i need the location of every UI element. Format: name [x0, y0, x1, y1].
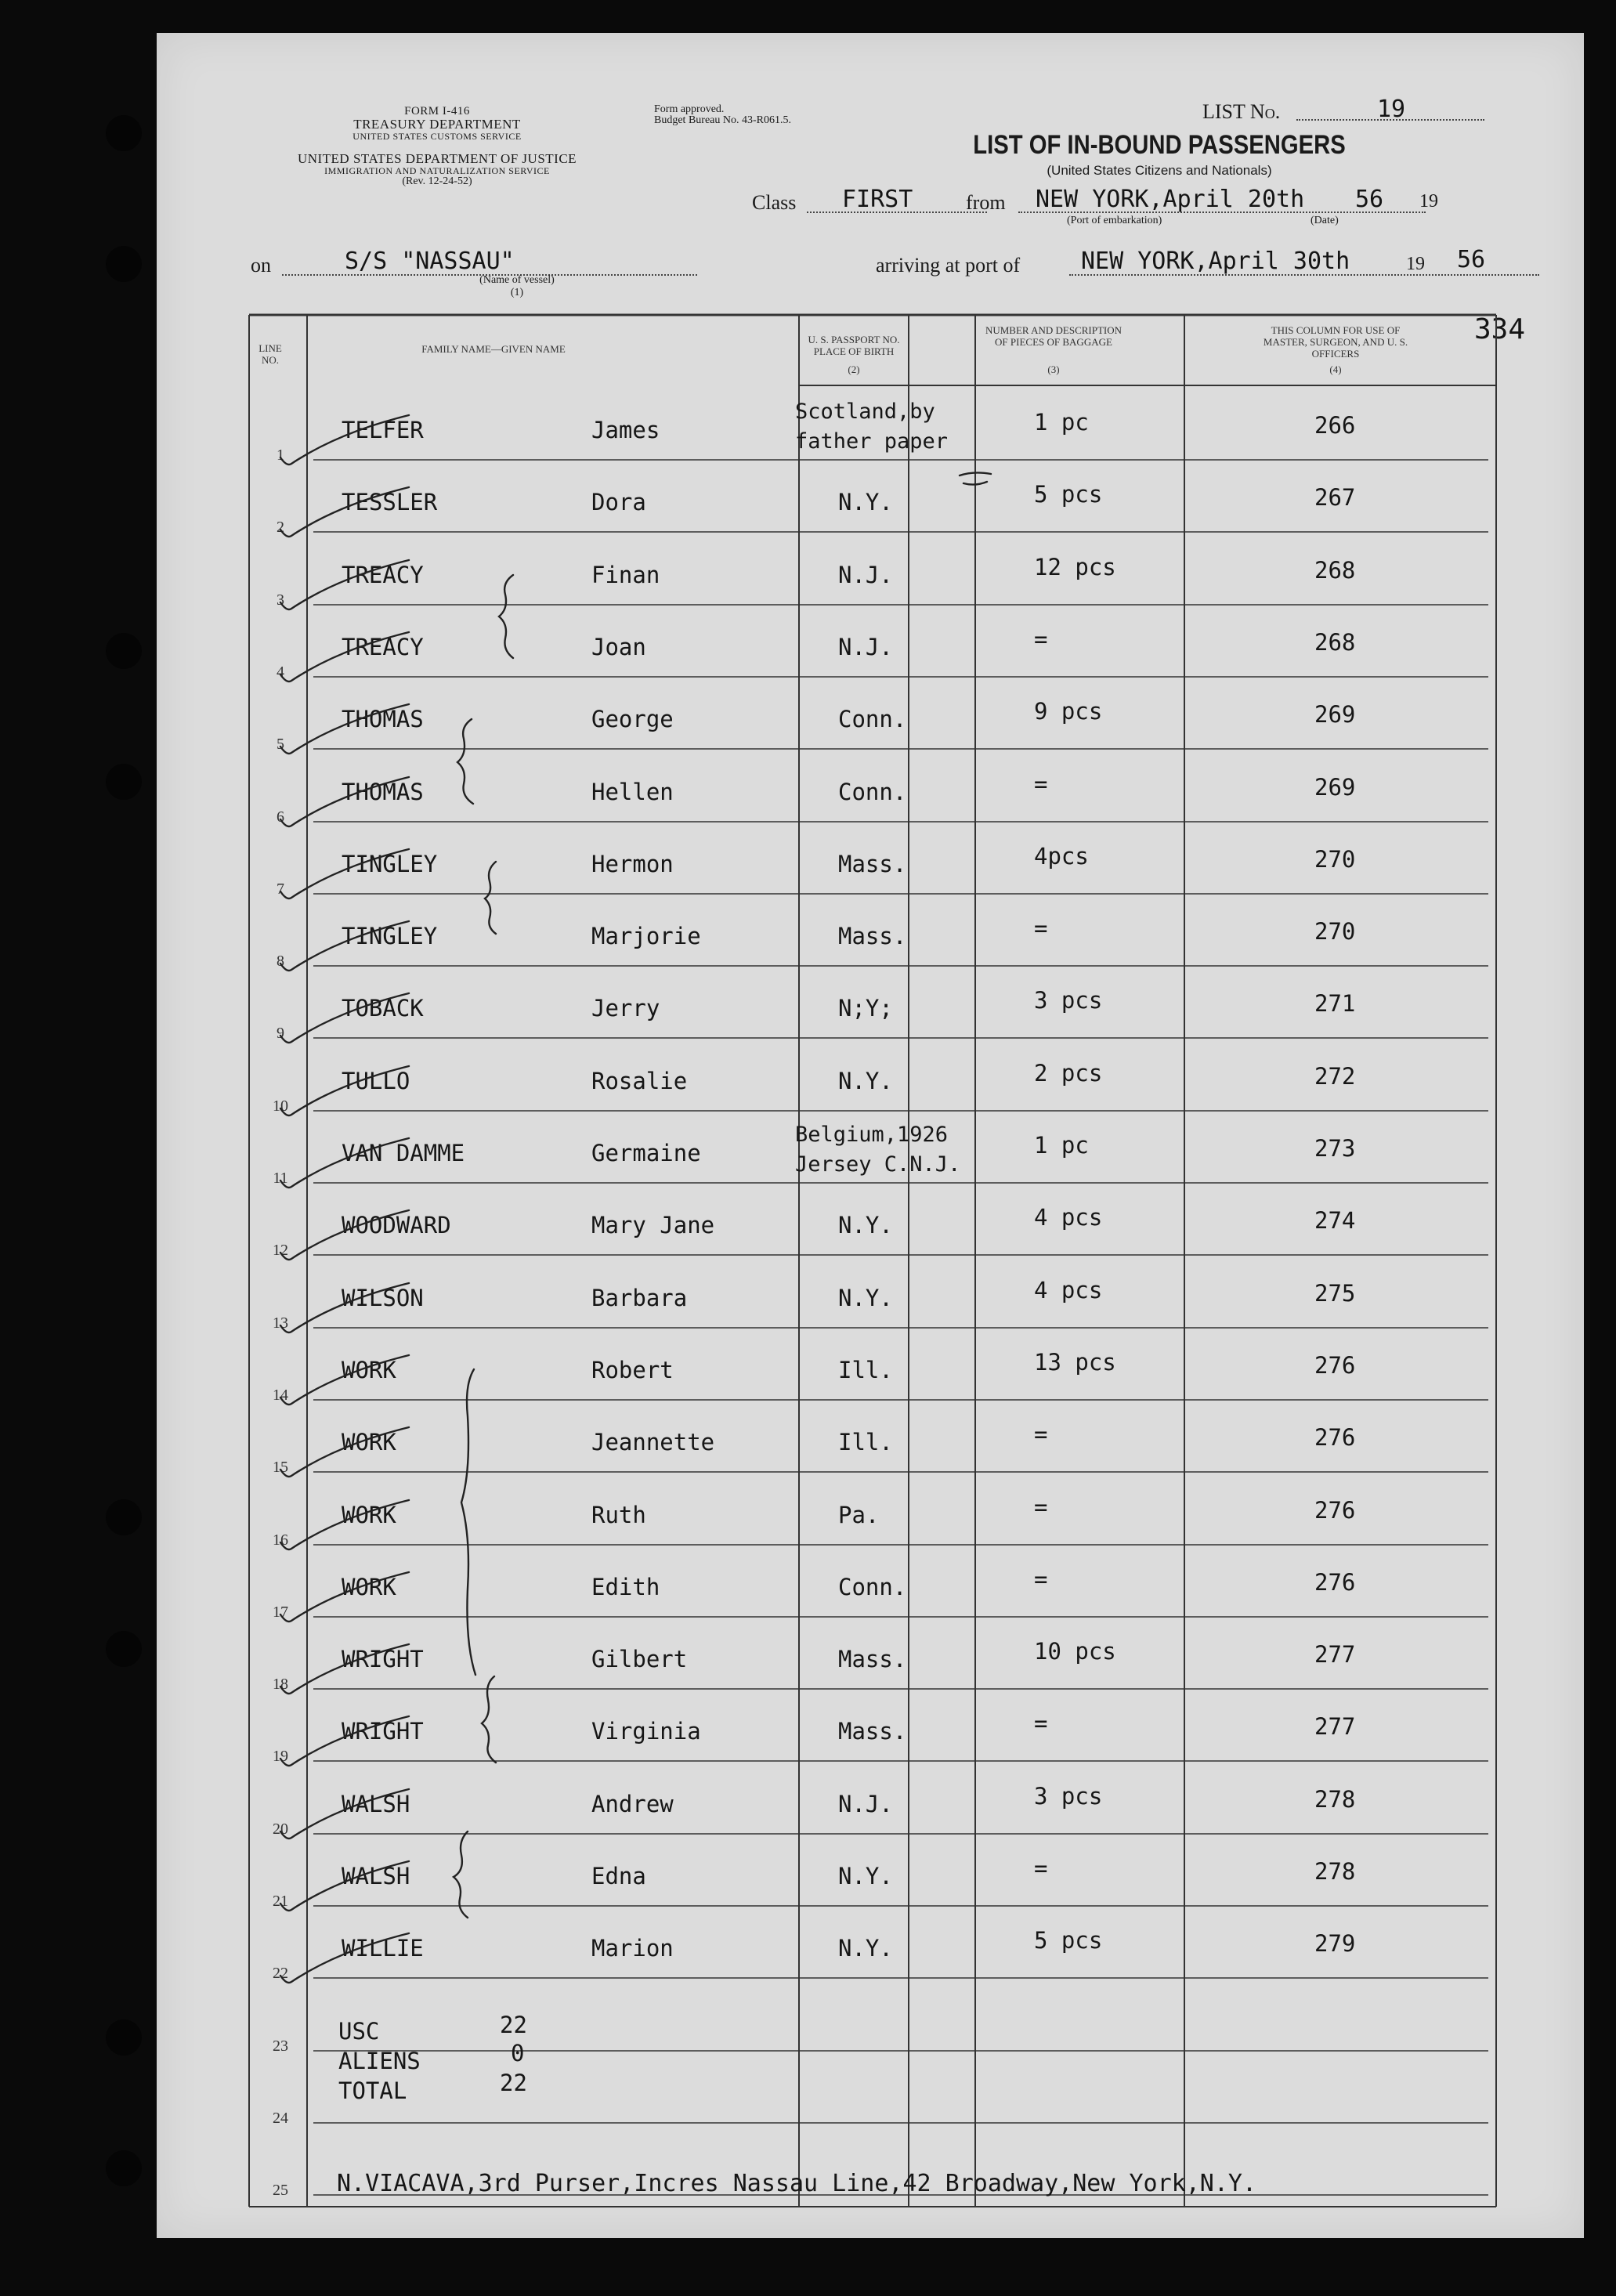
baggage: 9 pcs	[1034, 698, 1103, 725]
place-of-birth: Pa.	[838, 1502, 880, 1528]
place-of-birth: Mass.	[838, 923, 907, 949]
vessel-column-number: (1)	[510, 287, 524, 298]
port-caption: (Port of embarkation)	[1067, 215, 1162, 226]
family-name: WRIGHT	[342, 1718, 424, 1745]
baggage: 13 pcs	[1034, 1349, 1116, 1376]
line-number: 22	[273, 1965, 288, 1982]
from-year-value: 56	[1355, 186, 1384, 213]
place-of-birth: Conn.	[838, 779, 907, 805]
line-number: 15	[273, 1459, 288, 1476]
line-number: 25	[273, 2182, 288, 2199]
given-name: Dora	[591, 489, 646, 515]
line-number: 17	[273, 1604, 288, 1621]
given-name: James	[591, 417, 660, 443]
given-name: Rosalie	[591, 1068, 688, 1094]
immigration-service: IMMIGRATION AND NATURALIZATION SERVICE	[324, 165, 550, 176]
binder-hole	[106, 246, 142, 282]
line-number: 18	[273, 1676, 288, 1693]
baggage: =	[1034, 771, 1048, 797]
class-label: Class	[752, 191, 797, 214]
baggage: =	[1034, 1855, 1048, 1882]
treasury-department: TREASURY DEPARTMENT	[353, 117, 521, 132]
total-label: TOTAL	[338, 2077, 407, 2104]
place-of-birth: N.Y.	[838, 1068, 893, 1094]
family-name: THOMAS	[342, 779, 424, 805]
baggage: =	[1034, 1566, 1048, 1593]
binder-hole	[106, 633, 142, 669]
baggage: 5 pcs	[1034, 1927, 1103, 1954]
given-name: George	[591, 706, 674, 732]
baggage: 4 pcs	[1034, 1204, 1103, 1231]
place-of-birth: N.Y.	[838, 489, 893, 515]
baggage: =	[1034, 626, 1048, 653]
officer-number: 269	[1314, 774, 1356, 801]
place-of-birth: Scotland,by	[795, 400, 935, 424]
given-name: Marion	[591, 1935, 674, 1962]
officer-number: 276	[1314, 1424, 1356, 1451]
line-number: 19	[273, 1748, 288, 1765]
baggage: 3 pcs	[1034, 987, 1103, 1014]
place-of-birth: N;Y;	[838, 995, 893, 1021]
place-of-birth: N.Y.	[838, 1935, 893, 1962]
arriving-value: NEW YORK,April 30th	[1081, 248, 1350, 275]
place-of-birth: N.Y.	[838, 1212, 893, 1238]
given-name: Barbara	[591, 1285, 688, 1311]
revision-date: (Rev. 12-24-52)	[402, 175, 472, 187]
line-number: 4	[277, 663, 284, 681]
officer-number: 276	[1314, 1352, 1356, 1379]
line-number: 24	[273, 2110, 288, 2127]
line-number: 14	[273, 1387, 288, 1404]
line-number: 20	[273, 1821, 288, 1838]
arriving-year-prefix: 19	[1406, 254, 1425, 274]
baggage: 4pcs	[1034, 843, 1089, 870]
place-of-birth: Mass.	[838, 1718, 907, 1745]
binder-hole	[106, 2019, 142, 2056]
line-number: 23	[273, 2037, 288, 2055]
family-name: TOBACK	[342, 995, 424, 1021]
total-value: 22	[500, 2070, 527, 2096]
col-officers-num: (4)	[1329, 363, 1342, 375]
given-name: Gilbert	[591, 1646, 688, 1672]
aliens-value: 0	[511, 2040, 525, 2066]
binder-hole	[106, 1499, 142, 1535]
place-of-birth: Ill.	[838, 1429, 893, 1455]
place-of-birth: N.Y.	[838, 1285, 893, 1311]
given-name: Marjorie	[591, 923, 701, 949]
family-name: TREACY	[342, 562, 424, 588]
place-of-birth: N.Y.	[838, 1863, 893, 1889]
family-name: TULLO	[342, 1068, 410, 1094]
usc-value: 22	[500, 2012, 527, 2038]
place-of-birth-line2: father paper	[795, 429, 949, 454]
line-number: 1	[277, 447, 284, 464]
officer-number: 279	[1314, 1930, 1356, 1957]
place-of-birth: Mass.	[838, 851, 907, 877]
family-name: TINGLEY	[342, 851, 438, 877]
from-value: NEW YORK,April 20th	[1036, 186, 1305, 213]
officer-number: 276	[1314, 1497, 1356, 1524]
officer-number: 268	[1314, 629, 1356, 656]
place-of-birth-line2: Jersey C.N.J.	[795, 1152, 961, 1177]
family-name: WORK	[342, 1574, 396, 1600]
given-name: Mary Jane	[591, 1212, 715, 1238]
family-name: WRIGHT	[342, 1646, 424, 1672]
line-number: 7	[277, 880, 284, 898]
place-of-birth: Ill.	[838, 1357, 893, 1383]
form-number: FORM I-416	[404, 105, 470, 118]
officer-number: 278	[1314, 1786, 1356, 1813]
family-name: WORK	[342, 1502, 396, 1528]
officer-number: 270	[1314, 918, 1356, 945]
form-approved: Form approved.	[654, 103, 725, 115]
line-number: 21	[273, 1893, 288, 1910]
line-number: 16	[273, 1531, 288, 1549]
given-name: Jerry	[591, 995, 660, 1021]
family-name: VAN DAMME	[342, 1140, 465, 1166]
given-name: Hellen	[591, 779, 674, 805]
list-no-value: 19	[1377, 96, 1406, 123]
baggage: 2 pcs	[1034, 1060, 1103, 1087]
baggage: 1 pc	[1034, 409, 1089, 436]
arriving-label: arriving at port of	[876, 254, 1021, 277]
place-of-birth: N.J.	[838, 634, 893, 660]
baggage: 5 pcs	[1034, 481, 1103, 508]
list-no-label: LIST No.	[1202, 100, 1281, 123]
family-name: TREACY	[342, 634, 424, 660]
place-of-birth: N.J.	[838, 562, 893, 588]
given-name: Edna	[591, 1863, 646, 1889]
officer-number: 274	[1314, 1207, 1356, 1234]
baggage: =	[1034, 1494, 1048, 1520]
line-number: 9	[277, 1025, 284, 1042]
line-number: 5	[277, 736, 284, 753]
line-number: 3	[277, 591, 284, 609]
baggage: 10 pcs	[1034, 1638, 1116, 1665]
officer-number: 273	[1314, 1135, 1356, 1162]
given-name: Andrew	[591, 1791, 674, 1817]
baggage: 3 pcs	[1034, 1783, 1103, 1810]
family-name: TELFER	[342, 417, 424, 443]
family-name: TINGLEY	[342, 923, 438, 949]
officer-number: 277	[1314, 1641, 1356, 1668]
vessel-caption: (Name of vessel)	[479, 274, 555, 286]
place-of-birth: Conn.	[838, 1574, 907, 1600]
usc-label: USC	[338, 2018, 380, 2045]
col-line-no: LINE NO.	[258, 342, 282, 366]
class-value: FIRST	[842, 186, 913, 213]
line-number: 11	[273, 1170, 288, 1187]
manifest-sheet	[157, 33, 1584, 2238]
line-number: 13	[273, 1314, 288, 1332]
binder-hole	[106, 115, 142, 151]
given-name: Jeannette	[591, 1429, 715, 1455]
line-number: 8	[277, 953, 284, 970]
col-name: FAMILY NAME—GIVEN NAME	[421, 343, 566, 355]
officer-number: 278	[1314, 1858, 1356, 1885]
given-name: Edith	[591, 1574, 660, 1600]
family-name: WALSH	[342, 1791, 410, 1817]
purser-signature-line: N.VIACAVA,3rd Purser,Incres Nassau Line,42 Broadway,New York,N.Y.	[337, 2170, 1256, 2197]
given-name: Hermon	[591, 851, 674, 877]
given-name: Robert	[591, 1357, 674, 1383]
line-number: 12	[273, 1242, 288, 1259]
family-name: THOMAS	[342, 706, 424, 732]
officer-number: 275	[1314, 1280, 1356, 1307]
officer-number: 277	[1314, 1713, 1356, 1740]
line-number: 2	[277, 519, 284, 536]
family-name: WILLIE	[342, 1935, 424, 1962]
place-of-birth: Mass.	[838, 1646, 907, 1672]
family-name: WOODWARD	[342, 1212, 451, 1238]
given-name: Germaine	[591, 1140, 701, 1166]
line-number: 10	[273, 1097, 288, 1115]
given-name: Virginia	[591, 1718, 701, 1745]
col-passport: U. S. PASSPORT NO. PLACE OF BIRTH	[808, 334, 900, 357]
justice-department: UNITED STATES DEPARTMENT OF JUSTICE	[297, 151, 577, 166]
budget-bureau: Budget Bureau No. 43-R061.5.	[654, 114, 791, 126]
officer-number: 276	[1314, 1569, 1356, 1596]
from-label: from	[966, 191, 1006, 214]
officer-number: 268	[1314, 557, 1356, 584]
baggage: 4 pcs	[1034, 1277, 1103, 1303]
date-caption: (Date)	[1311, 215, 1339, 226]
binder-hole	[106, 764, 142, 800]
col-baggage-num: (3)	[1047, 363, 1060, 375]
aliens-label: ALIENS	[338, 2048, 421, 2074]
binder-hole	[106, 2150, 142, 2186]
family-name: WORK	[342, 1429, 396, 1455]
family-name: WORK	[342, 1357, 396, 1383]
family-name: WILSON	[342, 1285, 424, 1311]
officer-number: 270	[1314, 846, 1356, 873]
customs-service: UNITED STATES CUSTOMS SERVICE	[352, 131, 522, 142]
officer-number: 272	[1314, 1063, 1356, 1090]
vessel-name: S/S "NASSAU"	[345, 248, 515, 275]
place-of-birth: N.J.	[838, 1791, 893, 1817]
col-officers: THIS COLUMN FOR USE OF MASTER, SURGEON, AND U. S. OFFICERS	[1263, 324, 1408, 360]
officer-number: 269	[1314, 701, 1356, 728]
baggage: 12 pcs	[1034, 554, 1116, 580]
page-number: 334	[1474, 313, 1526, 345]
officer-number: 271	[1314, 990, 1356, 1017]
col-passport-num: (2)	[848, 363, 860, 375]
given-name: Ruth	[591, 1502, 646, 1528]
page-title: LIST OF IN-BOUND PASSENGERS	[973, 130, 1346, 160]
on-label: on	[251, 254, 271, 277]
line-number: 6	[277, 808, 284, 826]
baggage: 1 pc	[1034, 1132, 1089, 1159]
officer-number: 266	[1314, 412, 1356, 439]
given-name: Finan	[591, 562, 660, 588]
page-subtitle: (United States Citizens and Nationals)	[1047, 163, 1272, 178]
family-name: WALSH	[342, 1863, 410, 1889]
baggage: =	[1034, 1421, 1048, 1448]
year-prefix: 19	[1419, 191, 1438, 212]
place-of-birth: Conn.	[838, 706, 907, 732]
baggage: =	[1034, 915, 1048, 942]
baggage: =	[1034, 1710, 1048, 1737]
officer-number: 267	[1314, 484, 1356, 511]
given-name: Joan	[591, 634, 646, 660]
family-name: TESSLER	[342, 489, 438, 515]
place-of-birth: Belgium,1926	[795, 1123, 949, 1147]
col-baggage: NUMBER AND DESCRIPTION OF PIECES OF BAGGAGE	[985, 324, 1123, 348]
arriving-year: 56	[1457, 246, 1486, 273]
binder-hole	[106, 1631, 142, 1667]
